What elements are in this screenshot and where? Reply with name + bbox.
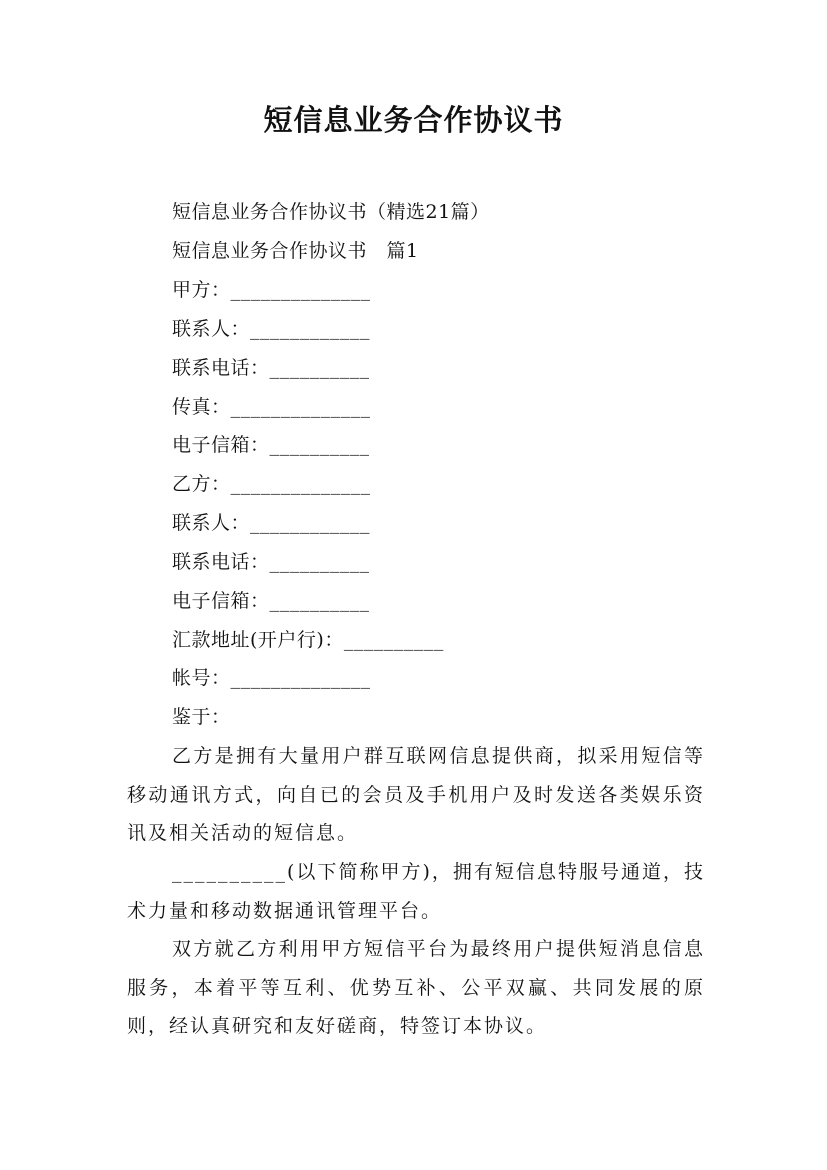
whereas-heading: 鉴于： [172, 706, 231, 728]
field-account-number: 帐号：______________ [172, 667, 371, 689]
paragraph-party-b-intro: 乙方是拥有大量用户群互联网信息提供商，拟采用短信等移动通讯方式，向自已的会员及手机用户及时发送各类娱乐资讯及相关活动的短信息。 [127, 745, 705, 845]
field-party-b-contact: 联系人：____________ [172, 512, 371, 534]
field-party-a-fax: 传真：______________ [172, 396, 371, 418]
document-subtitle: 短信息业务合作协议书（精选21篇） [172, 201, 490, 223]
field-party-a: 甲方：______________ [172, 279, 371, 301]
document-title: 短信息业务合作协议书 [263, 103, 564, 137]
field-party-b-email: 电子信箱：__________ [172, 590, 370, 612]
field-party-b-phone: 联系电话：__________ [172, 551, 370, 573]
field-party-a-email: 电子信箱：__________ [172, 434, 370, 456]
paragraph-agreement-purpose: 双方就乙方利用甲方短信平台为最终用户提供短消息信息服务，本着平等互利、优势互补、公平双赢、共同发展的原则，经认真研究和友好磋商，特签订本协议。 [127, 938, 705, 1038]
field-party-a-phone: 联系电话：__________ [172, 357, 370, 379]
field-party-a-contact: 联系人：____________ [172, 318, 371, 340]
field-remittance-address: 汇款地址(开户行)：__________ [172, 629, 444, 651]
field-party-b: 乙方：______________ [172, 473, 371, 495]
section-heading: 短信息业务合作协议书 篇1 [172, 240, 419, 262]
paragraph-party-a-intro: __________(以下简称甲方)，拥有短信息特服号通道，技术力量和移动数据通讯管理平台。 [127, 861, 705, 922]
